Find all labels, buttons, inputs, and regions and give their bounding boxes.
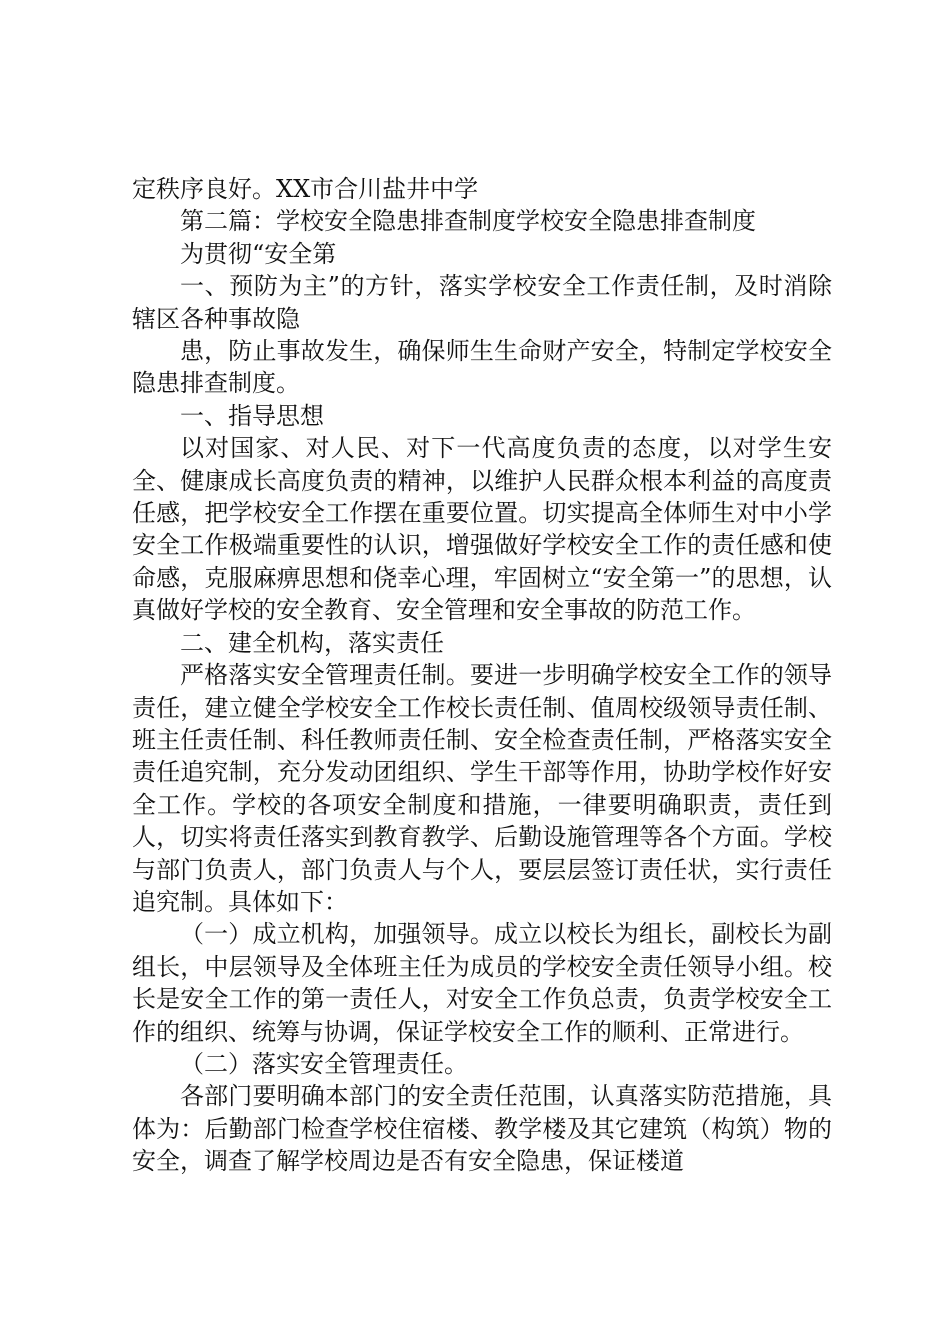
paragraph: 为贯彻“安全第 <box>180 239 337 268</box>
paragraph: （一）成立机构，加强领导。成立以校长为组长，副校长为副组长，中层领导及全体班主任为成员的学校安全责任领导小组。校长是安全工作的第一责任人，对安全工作负总责，负责学校安全工作的组织、统筹与协调，保证学校安全工作的顺利、正常进行。 <box>132 920 832 1046</box>
heading-guiding-thought: 一、指导思想 <box>180 401 324 430</box>
paragraph: 各部门要明确本部门的安全责任范围，认真落实防范措施，具体为：后勤部门检查学校住宿楼、教学楼及其它建筑（构筑）物的安全，调查了解学校周边是否有安全隐患，保证楼道 <box>132 1082 832 1176</box>
paragraph-continuation: 定秩序良好。XX市合川盐井中学 <box>132 175 479 203</box>
heading-organization: 二、建全机构，落实责任 <box>180 628 444 657</box>
paragraph: 一、预防为主”的方针，落实学校安全工作责任制，及时消除辖区各种事故隐 <box>132 272 832 333</box>
paragraph: 严格落实安全管理责任制。要进一步明确学校安全工作的领导责任，建立健全学校安全工作校长责任制、值周校级领导责任制、班主任责任制、科任教师责任制、安全检查责任制，严格落实安全责任追究制，充分发动团组织、学生干部等作用，协助学校作好安全工作。学校的各项安全制度和措施，一律要明确职责，责任到人，切实将责任落实到教育教学、后勤设施管理等各个方面。学校与部门负责人，部门负责人与个人，要层层签订责任状，实行责任追究制。具体如下： <box>132 661 832 916</box>
section-title: 第二篇：学校安全隐患排查制度学校安全隐患排查制度 <box>180 207 756 236</box>
document-page <box>132 173 832 1178</box>
paragraph: 患，防止事故发生，确保师生生命财产安全，特制定学校安全隐患排查制度。 <box>132 337 832 398</box>
paragraph: 以对国家、对人民、对下一代高度负责的态度，以对学生安全、健康成长高度负责的精神，以维护人民群众根本利益的高度责任感，把学校安全工作摆在重要位置。切实提高全体师生对中小学安全工作极端重要性的认识，增强做好学校安全工作的责任感和使命感，克服麻痹思想和侥幸心理，牢固树立“安全第一”的思想，认真做好学校的安全教育、安全管理和安全事故的防范工作。 <box>132 434 832 625</box>
subheading-responsibility: （二）落实安全管理责任。 <box>180 1049 468 1078</box>
